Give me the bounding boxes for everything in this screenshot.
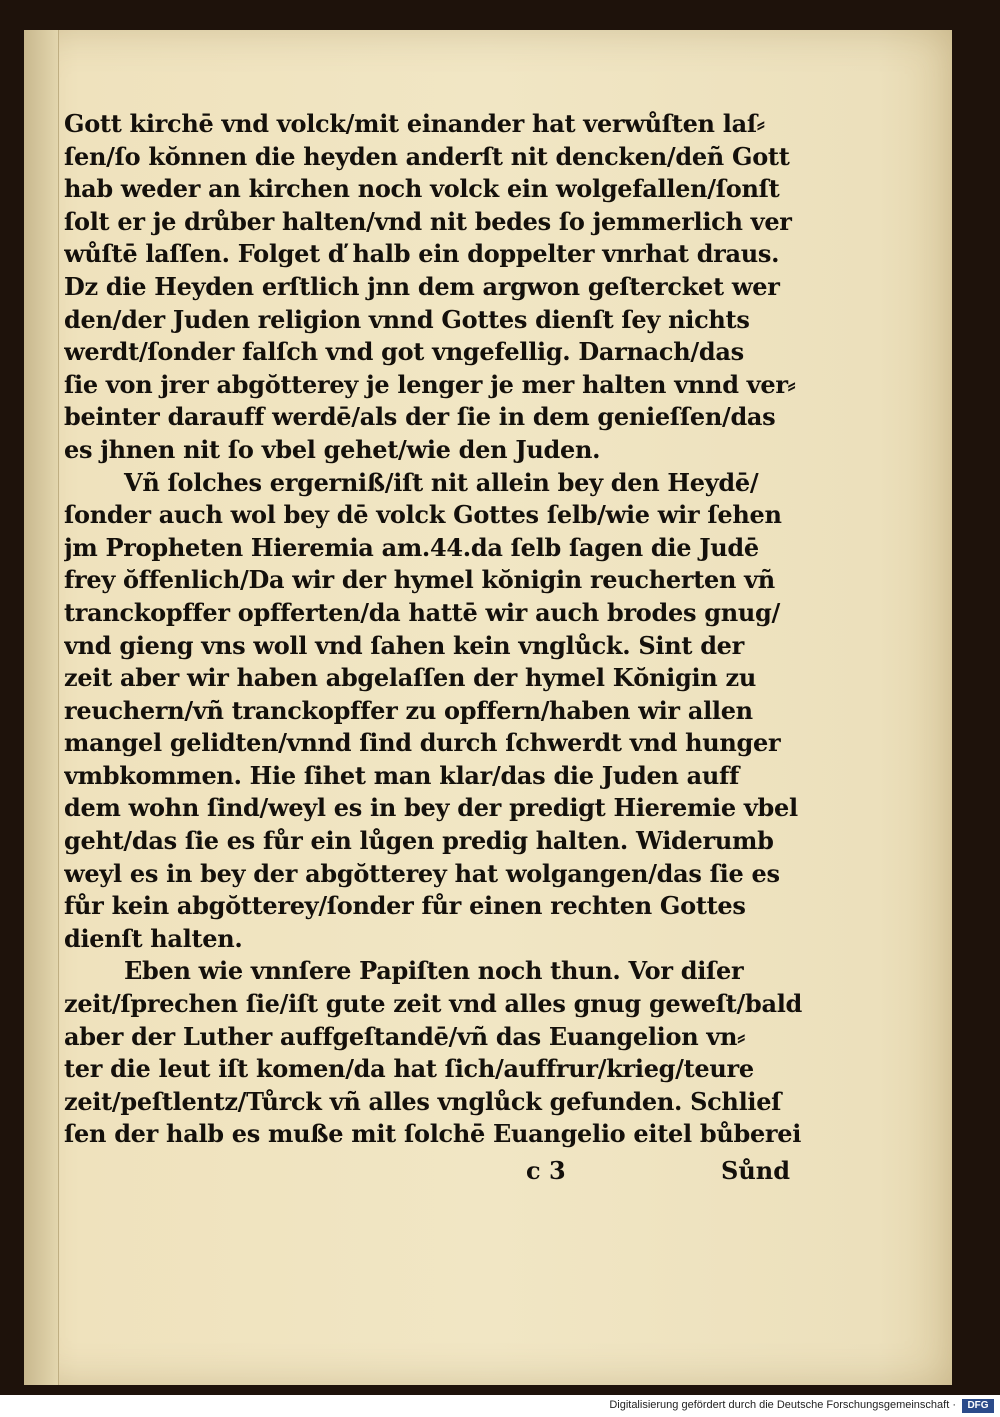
text-line: fůr kein abgŏtterey/ſonder fůr einen rechten Gottes bbox=[64, 891, 746, 921]
signature-mark: c 3 bbox=[526, 1156, 566, 1185]
page-gutter bbox=[24, 30, 59, 1385]
text-line: vnd gieng vns woll vnd ſahen kein vnglůck. Sint der bbox=[64, 630, 744, 660]
text-line: ſolt er je drůber halten/vnd nit bedes ſo jemmerlich ver bbox=[64, 206, 792, 236]
dfg-logo: DFG bbox=[962, 1399, 994, 1413]
text-line: ſonder auch wol bey dē volck Gottes ſelb/wie wir ſehen bbox=[64, 500, 782, 530]
text-line: zeit/ſprechen ſie/iſt gute zeit vnd alles gnug geweſt/bald bbox=[64, 989, 803, 1019]
text-line: ſen/ſo kŏnnen die heyden anderſt nit dencken/deñ Gott bbox=[64, 141, 790, 171]
text-line: Gott kirchē vnd volck/mit einander hat verwůſten laſ⸗ bbox=[64, 109, 765, 138]
paper-page bbox=[24, 30, 952, 1385]
page-footer bbox=[64, 1156, 804, 1196]
text-line: frey ŏffenlich/Da wir der hymel kŏnigin reucherten vñ bbox=[64, 565, 775, 595]
text-line: ter die leut iſt komen/da hat ſich/auffrur/krieg/teure bbox=[64, 1054, 754, 1084]
text-line: Vñ ſolches ergerniß/iſt nit allein bey den Heydē/ bbox=[124, 467, 759, 497]
text-line: werdt/ſonder falſch vnd got vngefellig. Darnach/das bbox=[64, 337, 744, 367]
text-line: zeit aber wir haben abgelaſſen der hymel Kŏnigin zu bbox=[64, 663, 756, 693]
text-line: geht/das ſie es fůr ein lůgen predig halten. Widerumb bbox=[64, 826, 774, 856]
text-line: weyl es in bey der abgŏtterey hat wolgangen/das ſie es bbox=[64, 858, 780, 888]
body-text bbox=[64, 108, 804, 1151]
text-line: dienſt halten. bbox=[64, 923, 243, 953]
text-line: Dz die Heyden erſtlich jnn dem argwon geſtercket wer bbox=[64, 271, 780, 301]
text-line: Eben wie vnnſere Papiſten noch thun. Vor diſer bbox=[124, 956, 744, 986]
text-line: den/der Juden religion vnnd Gottes dienſt ſey nichts bbox=[64, 304, 750, 334]
text-line: es jhnen nit ſo vbel gehet/wie den Juden. bbox=[64, 434, 601, 464]
text-line: tranckopffer opfferten/da hattē wir auch brodes gnug/ bbox=[64, 597, 780, 627]
catchword: Sůnd bbox=[720, 1156, 790, 1185]
text-line: reuchern/vñ tranckopffer zu opffern/haben wir allen bbox=[64, 695, 753, 725]
text-line: hab weder an kirchen noch volck ein wolgefallen/ſonſt bbox=[64, 174, 780, 204]
text-line: vmbkommen. Hie ſihet man klar/das die Juden auff bbox=[64, 760, 740, 790]
text-line: beinter darauff werdē/als der ſie in dem genieſſen/das bbox=[64, 402, 776, 432]
text-line: mangel gelidten/vnnd ſind durch ſchwerdt vnd hunger bbox=[64, 728, 781, 758]
text-line: dem wohn ſind/weyl es in bey der predigt Hieremie vbel bbox=[64, 793, 798, 823]
credit-bar bbox=[0, 1395, 1000, 1417]
text-line: aber der Luther auffgeſtandē/vñ das Euangelion vn⸗ bbox=[64, 1021, 745, 1051]
text-line: zeit/peſtlentz/Tůrck vñ alles vnglůck gefunden. Schlieſ bbox=[64, 1086, 782, 1116]
credit-text: Digitalisierung gefördert durch die Deutsche Forschungsgemeinschaft · bbox=[609, 1399, 956, 1411]
text-line: wůſtē laſſen. Folget ď halb ein doppelter vnrhat draus. bbox=[64, 239, 780, 269]
text-line: jm Propheten Hieremia am.44.da ſelb ſagen die Judē bbox=[64, 532, 759, 562]
text-line: ſie von jrer abgŏtterey je lenger je mer halten vnnd ver⸗ bbox=[64, 369, 796, 399]
text-line: ſen der halb es muße mit ſolchē Euangelio eitel bůberei bbox=[64, 1119, 802, 1149]
